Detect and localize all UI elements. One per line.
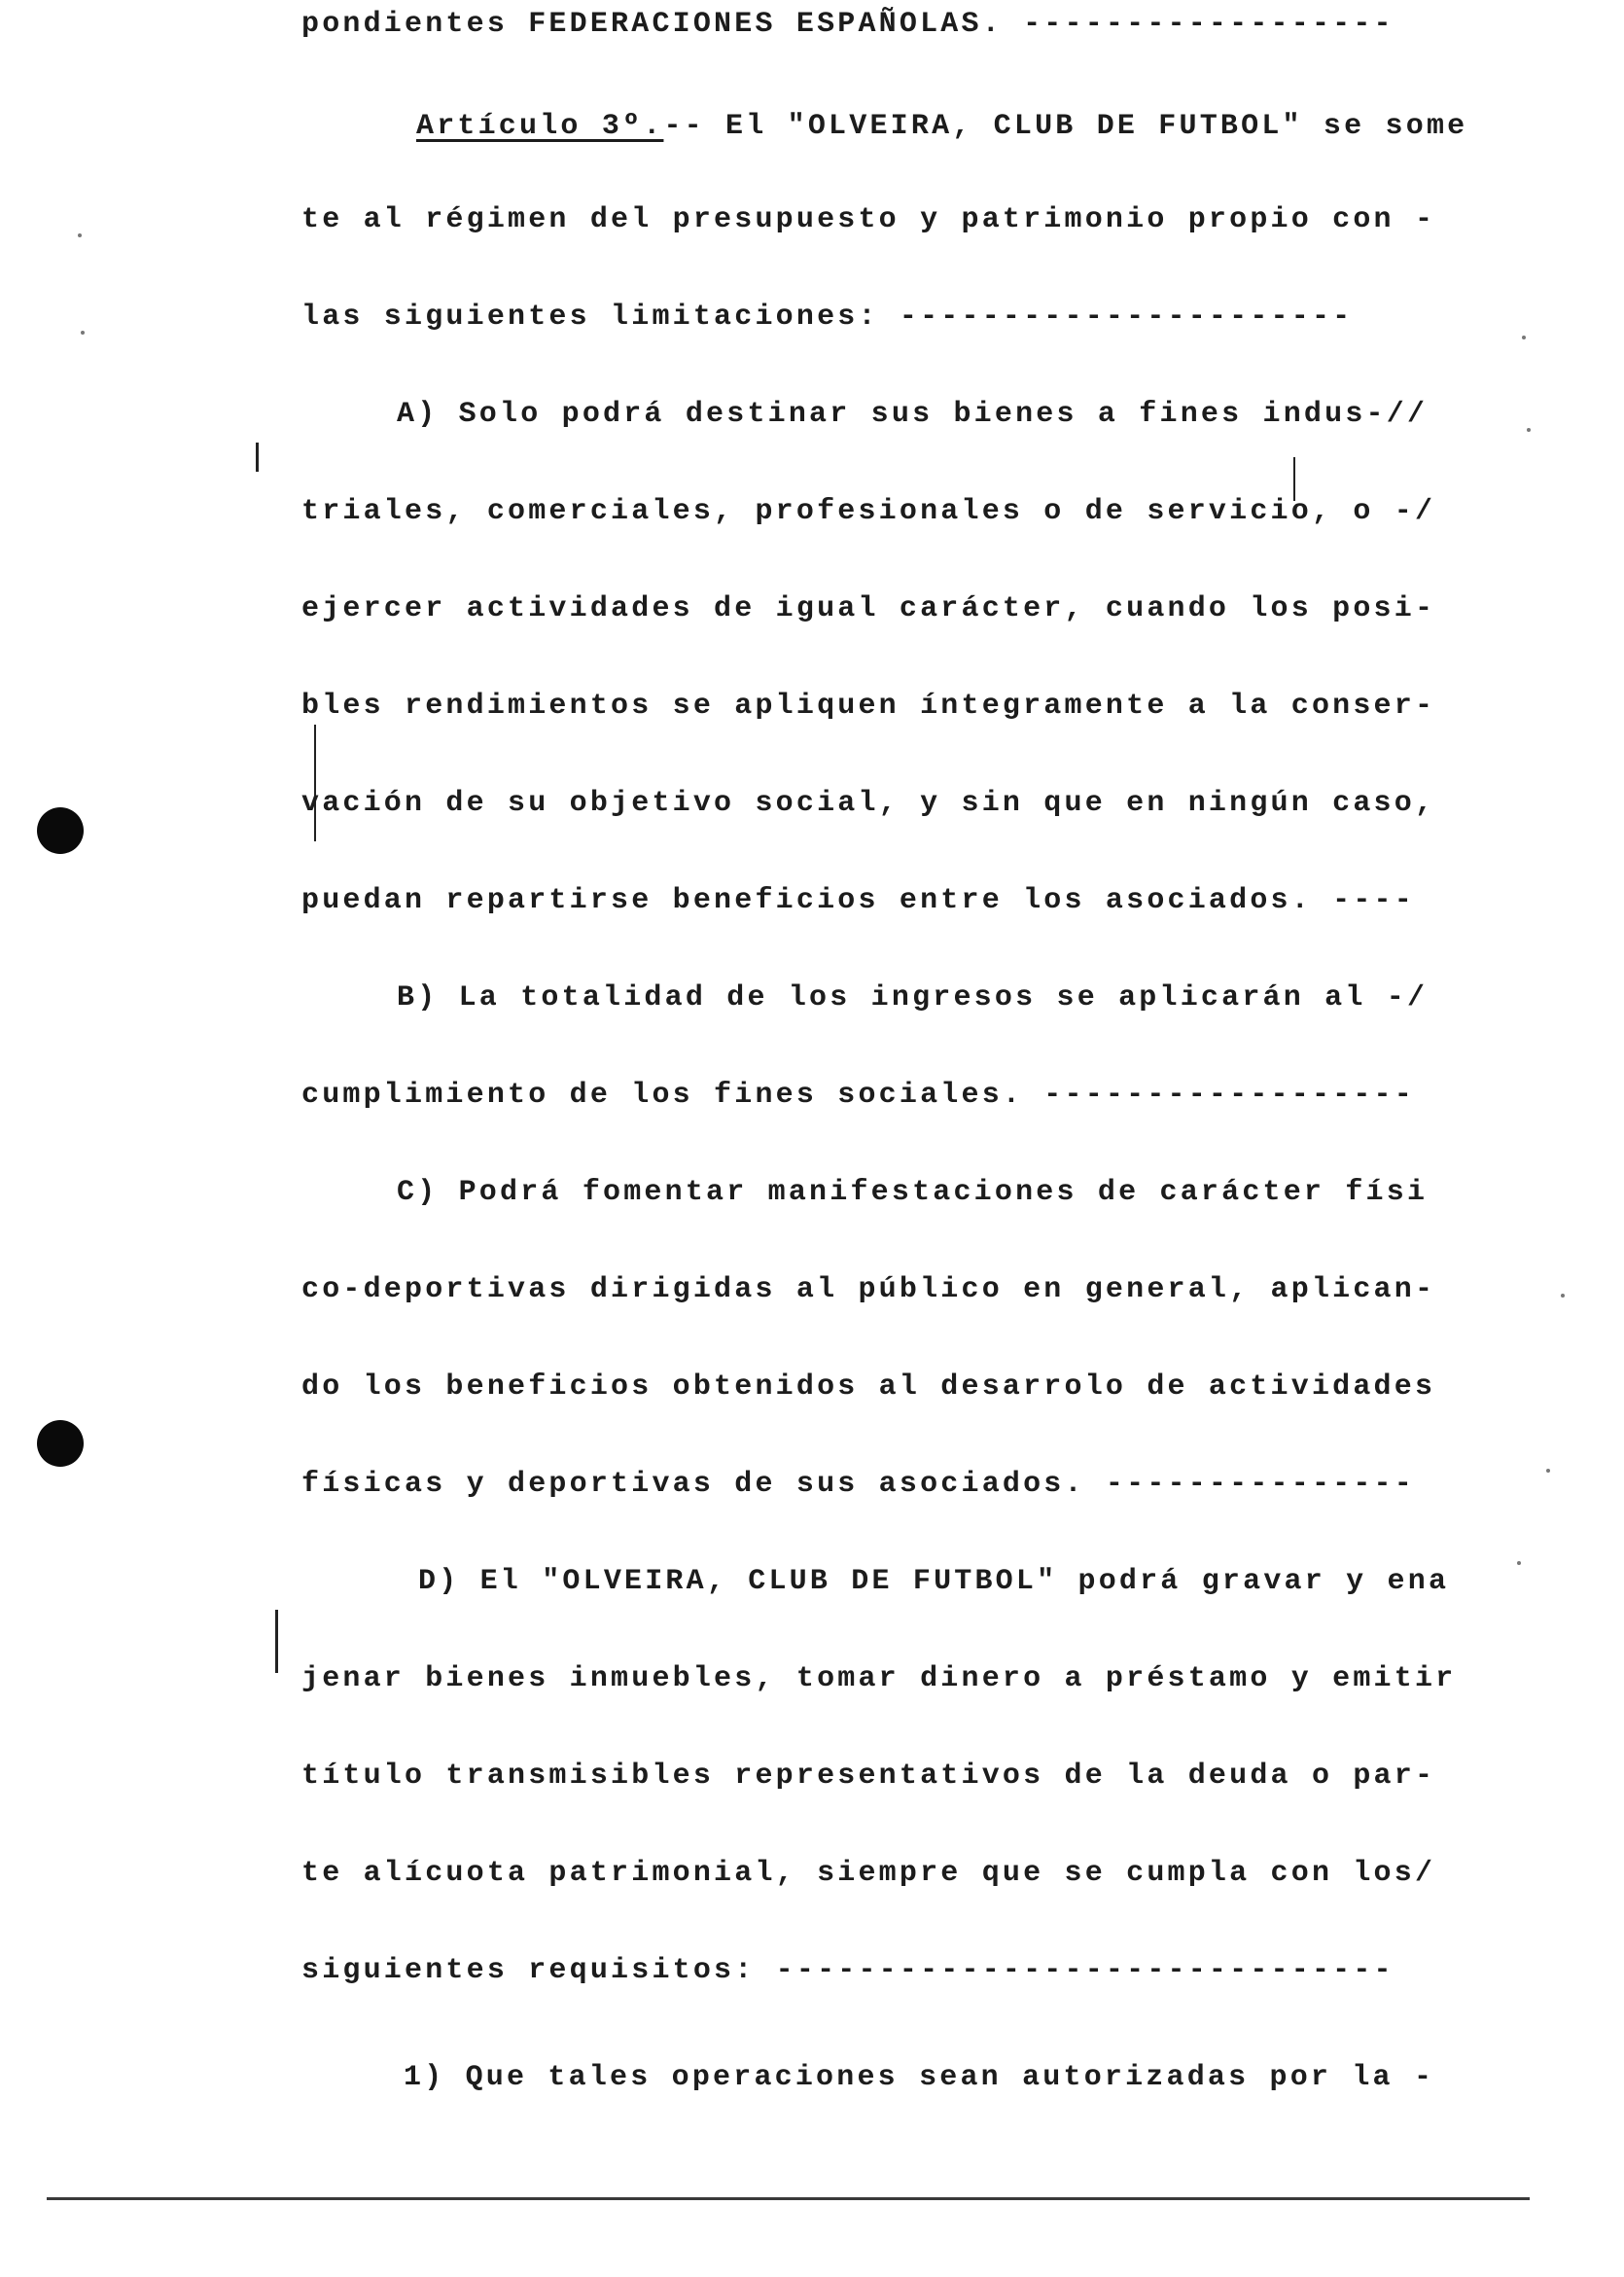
text-line: cumplimiento de los fines sociales. ------------------ — [301, 1079, 1415, 1112]
page-bottom-rule — [47, 2197, 1530, 2200]
speck — [81, 331, 85, 335]
margin-mark — [314, 725, 316, 841]
speck — [78, 233, 82, 237]
text-line: A) Solo podrá destinar sus bienes a fines indus-// — [397, 398, 1429, 431]
text-line: título transmisibles representativos de la deuda o par- — [301, 1760, 1436, 1793]
text-line: jenar bienes inmuebles, tomar dinero a préstamo y emitir — [301, 1662, 1457, 1695]
punch-hole-bottom — [37, 1420, 84, 1467]
text-line: do los beneficios obtenidos al desarrolo de actividades — [301, 1370, 1436, 1404]
text-line: pondientes FEDERACIONES ESPAÑOLAS. ------------------ — [301, 8, 1395, 41]
punch-hole-top — [37, 807, 84, 854]
text-line: puedan repartirse beneficios entre los asociados. ---- — [301, 884, 1415, 917]
text-line: ejercer actividades de igual carácter, cuando los posi- — [301, 592, 1436, 625]
speck — [1522, 336, 1526, 339]
article-heading: Artículo 3º. — [416, 110, 664, 143]
text-line: te al régimen del presupuesto y patrimonio propio con - — [301, 203, 1436, 236]
speck — [1517, 1561, 1521, 1565]
text-line: 1) Que tales operaciones sean autorizadas por la - — [404, 2061, 1435, 2094]
text-line: las siguientes limitaciones: ---------------------- — [301, 301, 1354, 334]
text-line — [416, 109, 1467, 144]
speck — [1561, 1294, 1565, 1298]
speck — [1527, 428, 1531, 432]
text-line: C) Podrá fomentar manifestaciones de carácter físi — [397, 1176, 1429, 1209]
text-line: bles rendimientos se apliquen íntegramente a la conser- — [301, 690, 1436, 723]
text-line: co-deportivas dirigidas al público en general, aplican- — [301, 1273, 1436, 1306]
speck — [1546, 1469, 1550, 1473]
text-line: vación de su objetivo social, y sin que en ningún caso, — [301, 787, 1436, 820]
margin-mark — [256, 443, 259, 472]
text-line: triales, comerciales, profesionales o de servicio, o -/ — [301, 495, 1436, 528]
article-heading-rest: -- El "OLVEIRA, CLUB DE FUTBOL" se some — [663, 110, 1468, 143]
text-line: te alícuota patrimonial, siempre que se cumpla con los/ — [301, 1857, 1436, 1890]
text-line: D) El "OLVEIRA, CLUB DE FUTBOL" podrá gravar y ena — [418, 1565, 1450, 1598]
text-line: B) La totalidad de los ingresos se aplicarán al -/ — [397, 981, 1429, 1014]
text-line: siguientes requisitos: ------------------------------ — [301, 1954, 1395, 1987]
text-line: físicas y deportivas de sus asociados. --------------- — [301, 1468, 1415, 1501]
margin-mark — [275, 1610, 278, 1673]
